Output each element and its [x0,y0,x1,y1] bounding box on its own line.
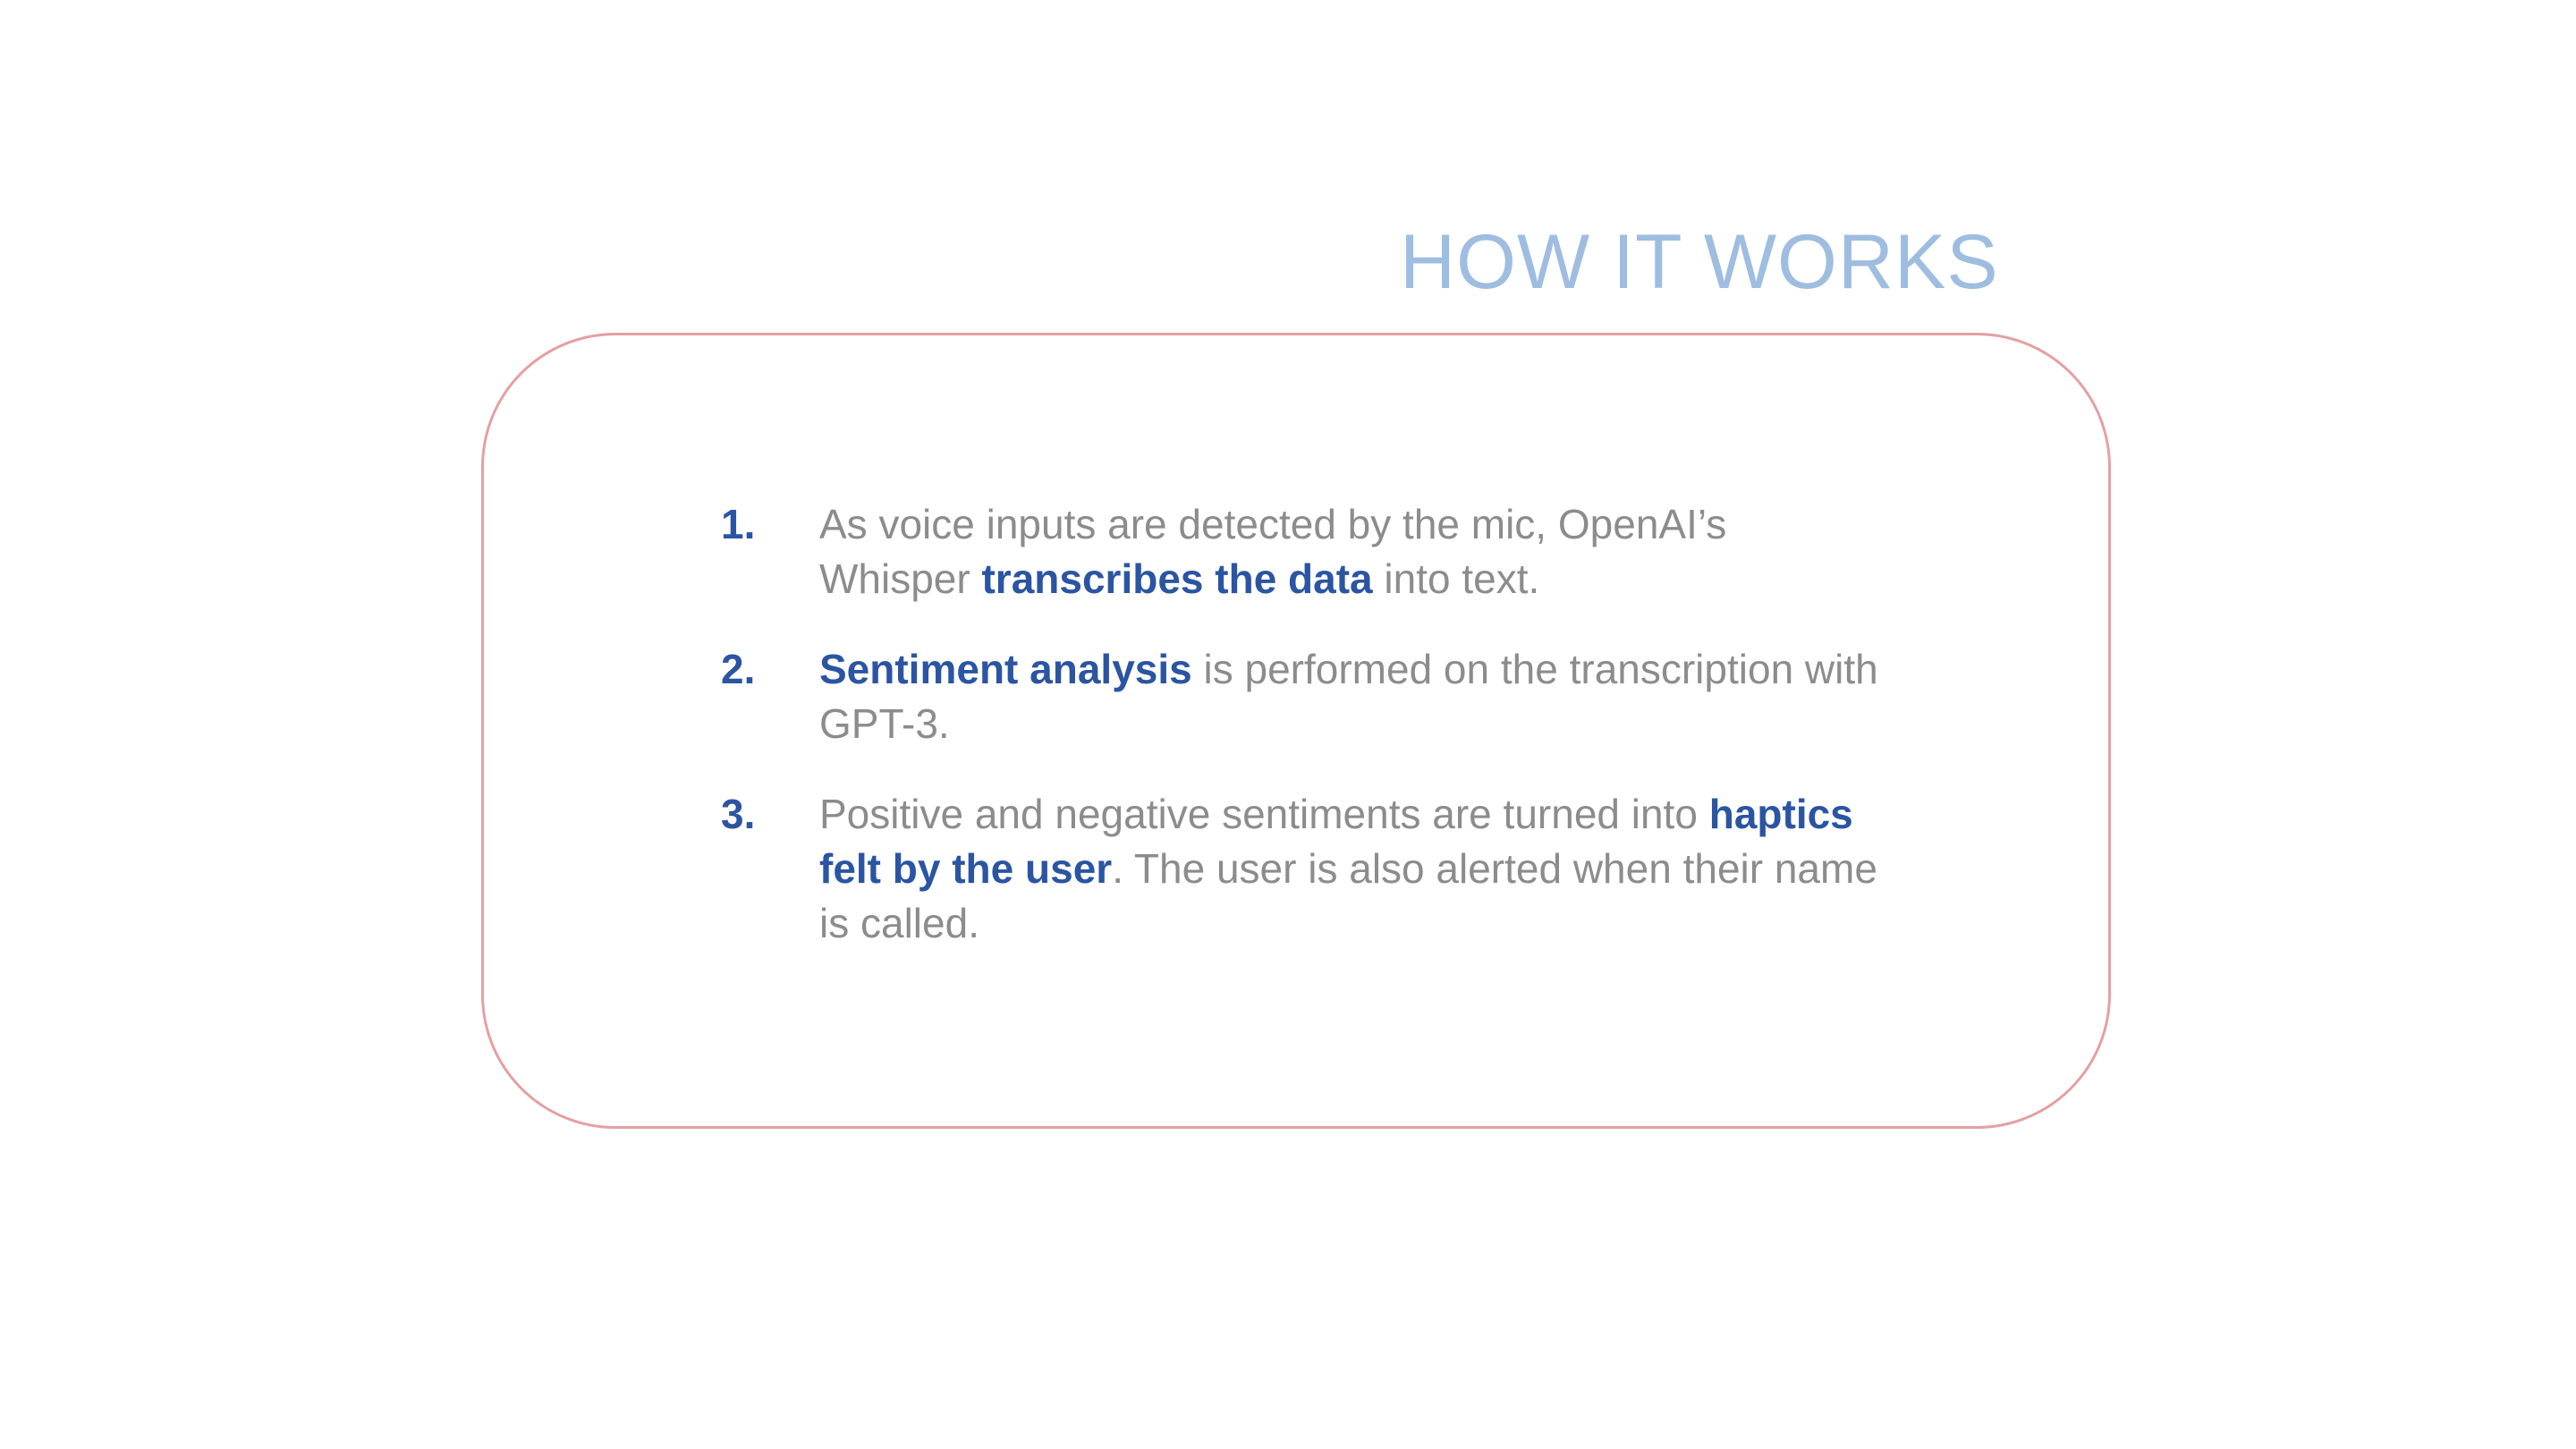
step-text-plain: into text. [1372,555,1540,602]
step-text-plain: As voice inputs are detected by the mic, OpenAI’s Whisper [819,501,1727,602]
step-number: 1. [721,501,756,547]
step-text [819,642,1884,751]
step-item [721,497,1884,606]
step-text-plain: . The user is also alerted when their name is called. [819,845,1877,946]
slide-title: HOW IT WORKS [1400,219,1999,305]
step-text-highlight: Sentiment analysis [819,646,1192,692]
step-text [819,787,1884,951]
step-text-highlight: transcribes the data [981,555,1373,602]
step-item [721,787,1884,951]
step-text [819,497,1884,606]
step-text-highlight: haptics felt by the user [819,791,1853,892]
step-item [721,642,1884,751]
step-text-plain: is performed on the transcription with GPT-3. [819,646,1878,747]
step-number: 2. [721,646,756,692]
step-text-plain: Positive and negative sentiments are turned into [819,791,1709,837]
step-number: 3. [721,791,756,837]
steps-list [721,497,1884,987]
